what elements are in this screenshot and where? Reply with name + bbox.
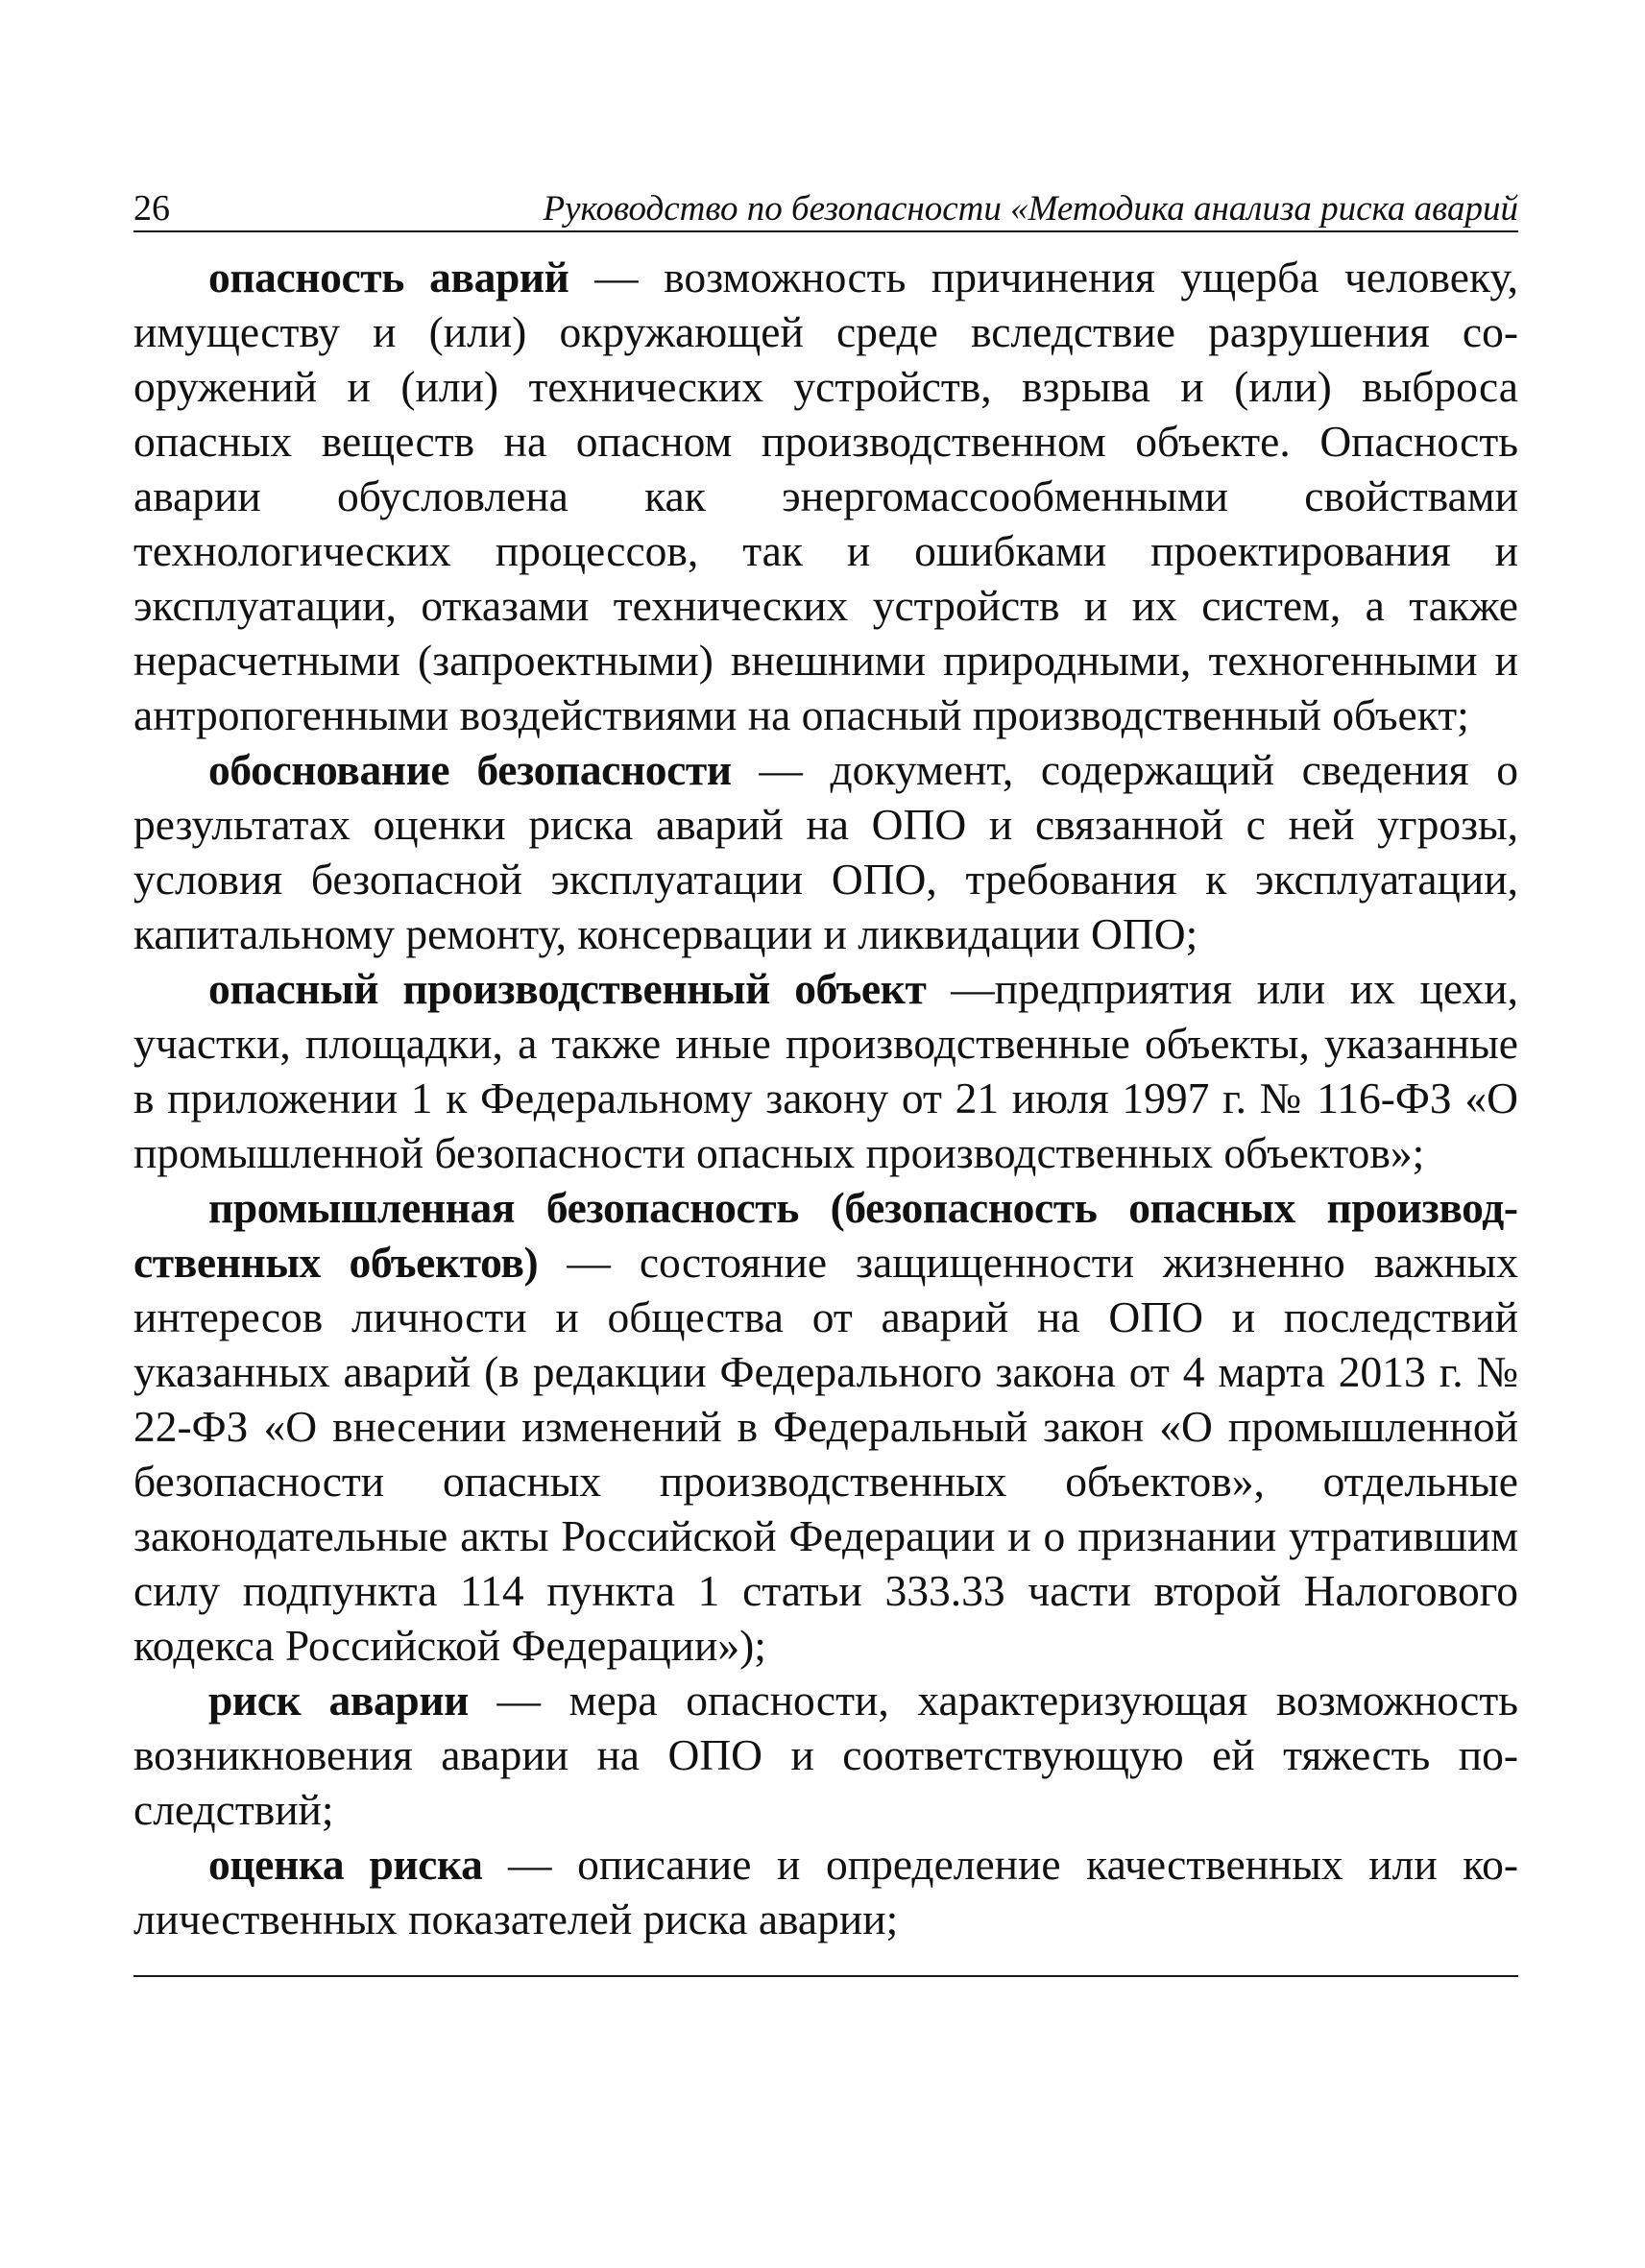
definition-text: —предприятия или их цехи, участки, площадки, а также иные производственные объекты, указанные в приложении 1 к Федеральному закону от 21 июля 1997 г. № 116-ФЗ «О промышленной безопасности опасных производственных объектов»; (133, 964, 1518, 1177)
definition-term: опасный производственный объект (208, 964, 927, 1013)
definition-text: — состояние защищенности жизненно важных интересов личности и общества от аварий на ОПО и последствий указанных аварий (в редакции Федерального закона от 4 марта 2013 г. № 22-ФЗ «О внесении изменений в Федеральный закон «О промышленной безопасности опасных производственных объектов», отдельные законодательные акты Российской Федерации и о признании утратившим силу подпункта 114 пункта 1 статьи 333.33 части второй Налогового кодекса Российской Федерации»); (133, 1238, 1518, 1670)
bottom-divider (133, 1975, 1518, 1977)
definition-term: опасность аварий (208, 253, 569, 302)
definition-text: — возможность причинения ущерба человеку, имуществу и (или) окружающей среде вследствие разрушения сооружений и (или) технических устройств, взрыва и (или) выброса опасных веществ на опасном производственном объекте. Опасность аварии обусловлена как энергомассообменными свойствами технологических процессов, так и ошибками проектирования и эксплуатации, отказами технических устройств и их систем, а также нерасчетными (запроектными) внешними природными, техногенными и антропогенными воздействиями на опасный производственный объект; (133, 253, 1518, 739)
running-header (133, 182, 1518, 232)
definition-text: — мера опасности, характеризующая возможность возникновения аварии на ОПО и соответствующую ей тяжесть последствий; (133, 1676, 1519, 1834)
definition-term: промышленная безопасность (безопасность опасных производственных объектов) (133, 1183, 1518, 1287)
definition-paragraph (133, 742, 1518, 961)
definition-term: оценка риска (208, 1840, 483, 1889)
definition-paragraph (133, 1180, 1518, 1673)
page-number: 26 (133, 188, 170, 229)
definition-paragraph (133, 961, 1518, 1180)
definition-term: риск аварии (208, 1676, 469, 1725)
definitions-list (133, 250, 1518, 1946)
definition-text: — документ, содержащий сведения о результатах оценки риска аварий на ОПО и связанной с ней угрозы, условия безопасной эксплуатации ОПО, требования к эксплуатации, капитальному ремонту, консервации и ликвидации ОПО; (133, 745, 1518, 958)
definition-paragraph (133, 1673, 1518, 1837)
definition-text: — описание и определение качественных или количественных показателей риска аварии; (133, 1840, 1518, 1943)
definition-paragraph (133, 250, 1518, 742)
book-page (133, 182, 1518, 1977)
definition-term: обоснование безопасности (208, 745, 732, 794)
definition-paragraph (133, 1837, 1518, 1946)
running-title: Руководство по безопасности «Методика анализа риска аварий (543, 189, 1518, 229)
